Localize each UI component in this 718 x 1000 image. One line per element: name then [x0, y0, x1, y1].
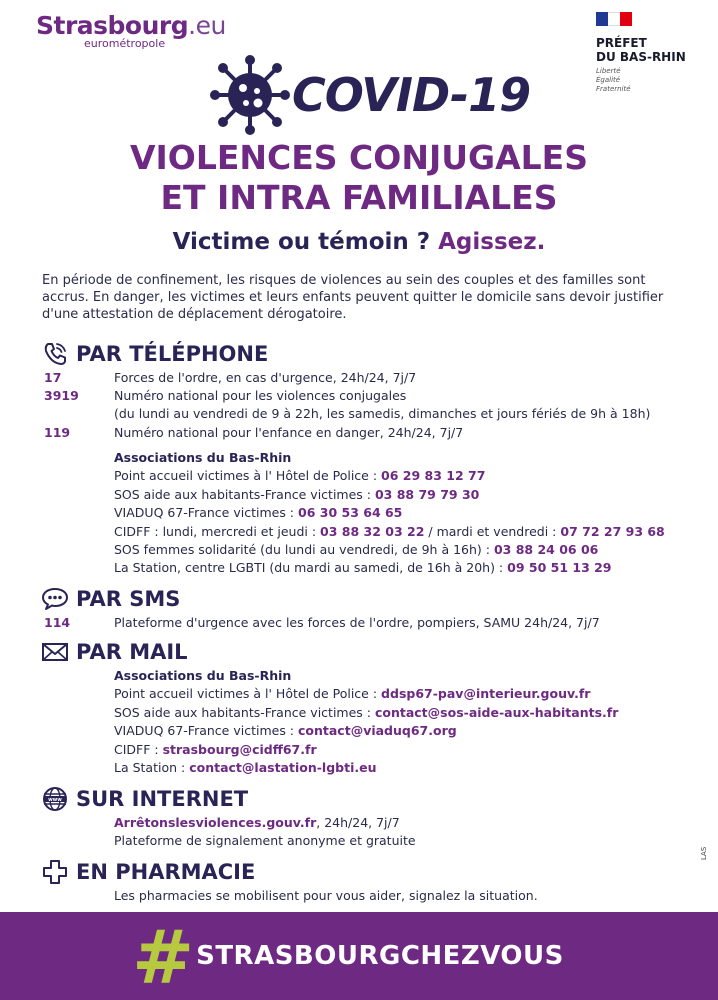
phone-icon — [40, 341, 70, 367]
assoc-phone: 03 88 79 79 30 — [374, 487, 480, 502]
assoc-phone: 03 88 32 03 22 — [320, 524, 425, 539]
logo-sub: eurométropole — [84, 37, 166, 50]
phone-assoc-item — [114, 541, 598, 559]
assoc-phone: 06 30 53 64 65 — [298, 505, 403, 520]
phone-assoc-item — [114, 523, 665, 541]
assoc-label: SOS femmes solidarité (du lundi au vendredi, de 9h à 16h) : — [114, 542, 490, 557]
hashtag-label: STRASBOURGCHEZVOUS — [196, 941, 564, 971]
prefecture-logo — [596, 12, 686, 94]
assoc-label: SOS aide aux habitants-France victimes : — [114, 487, 371, 502]
assoc-phone-2: 07 72 27 93 68 — [560, 524, 665, 539]
mail-item — [114, 685, 590, 703]
mail-label: La Station : — [114, 760, 186, 775]
assoc-label-2: / mardi et vendredi : — [428, 524, 557, 539]
internet-link-suffix: , 24h/24, 7j/7 — [316, 815, 400, 830]
title-line-1: VIOLENCES CONJUGALES — [129, 138, 588, 177]
tagline — [0, 229, 718, 255]
assoc-label: La Station, centre LGBTI (du mardi au samedi, de 16h à 20h) : — [114, 560, 504, 575]
internet-link-line — [114, 814, 400, 832]
section-internet — [40, 786, 248, 812]
footer-banner — [0, 912, 718, 1000]
french-flag-icon — [596, 12, 632, 26]
phone-desc: Forces de l'ordre, en cas d'urgence, 24h/24, 7j/7 — [114, 370, 417, 385]
mail-address[interactable]: strasbourg@cidff67.fr — [162, 742, 317, 757]
mail-item — [114, 704, 618, 722]
mail-label: Point accueil victimes à l' Hôtel de Police : — [114, 686, 378, 701]
logo-suffix: .eu — [188, 11, 226, 40]
logo-brand: Strasbourg — [36, 11, 189, 40]
section-internet-title: SUR INTERNET — [76, 787, 249, 811]
credit-text: LAS — [700, 846, 708, 860]
mail-address[interactable]: contact@lastation-lgbti.eu — [189, 760, 377, 775]
virus-icon — [210, 55, 290, 135]
sms-number: 114 — [44, 615, 71, 630]
covid-heading — [210, 55, 530, 135]
phone-assoc-item — [114, 467, 485, 485]
sms-row — [44, 614, 600, 632]
section-sms-title: PAR SMS — [76, 587, 181, 611]
mail-item — [114, 759, 376, 777]
globe-www-icon — [40, 786, 70, 812]
phone-assoc-item — [114, 559, 612, 577]
mail-address[interactable]: contact@sos-aide-aux-habitants.fr — [374, 705, 619, 720]
mail-address[interactable]: ddsp67-pav@interieur.gouv.fr — [381, 686, 591, 701]
phone-row — [44, 387, 406, 405]
internet-link[interactable]: Arrêtonslesviolences.gouv.fr — [114, 815, 317, 830]
svg-text:www: www — [48, 797, 62, 803]
mail-address[interactable]: contact@viaduq67.org — [298, 723, 457, 738]
prefecture-title-2: DU BAS-RHIN — [596, 50, 686, 64]
intro-text: En période de confinement, les risques de violences au sein des couples et des familles sont accrus. En danger, les victimes et leurs enfants peuvent quitter le domicile sans devoir justifier d'une attestation de déplacement dérogatoire. — [42, 273, 664, 322]
section-mail — [40, 639, 188, 665]
pharmacy-desc: Les pharmacies se mobilisent pour vous aider, signalez la situation. — [114, 888, 538, 903]
strasbourg-logo — [36, 12, 226, 50]
assoc-phone: 06 29 83 12 77 — [381, 468, 486, 483]
mail-item — [114, 741, 317, 759]
tagline-part1: Victime ou témoin ? — [172, 229, 431, 255]
phone-assoc-item — [114, 504, 402, 522]
phone-desc: (du lundi au vendredi de 9 à 22h, les samedis, dimanches et jours fériés de 9h à 18h) — [114, 406, 651, 421]
motto-liberte: Liberté — [596, 67, 621, 75]
mail-label: CIDFF : — [114, 742, 159, 757]
phone-row — [44, 405, 650, 423]
section-mail-title: PAR MAIL — [76, 640, 188, 664]
internet-desc: Plateforme de signalement anonyme et gratuite — [114, 833, 416, 848]
motto-fraternite: Fraternité — [596, 85, 631, 93]
phone-row — [44, 369, 416, 387]
phone-assoc-title: Associations du Bas-Rhin — [114, 450, 292, 465]
section-pharmacy — [40, 859, 255, 885]
assoc-label: Point accueil victimes à l' Hôtel de Police : — [114, 468, 378, 483]
phone-desc: Numéro national pour l'enfance en danger, 24h/24, 7j/7 — [114, 425, 464, 440]
assoc-phone: 03 88 24 06 06 — [493, 542, 599, 557]
pharmacy-cross-icon — [40, 859, 70, 885]
main-title — [0, 138, 718, 218]
mail-assoc-title: Associations du Bas-Rhin — [114, 668, 292, 683]
mail-label: VIADUQ 67-France victimes : — [114, 723, 295, 738]
title-line-2: ET INTRA FAMILIALES — [160, 178, 558, 217]
assoc-label: VIADUQ 67-France victimes : — [114, 505, 295, 520]
sms-desc: Plateforme d'urgence avec les forces de l'ordre, pompiers, SAMU 24h/24, 7j/7 — [114, 615, 600, 630]
hash-symbol: # — [132, 915, 195, 1000]
phone-desc: Numéro national pour les violences conjugales — [114, 388, 407, 403]
covid-title: COVID-19 — [292, 68, 531, 122]
prefecture-title-1: PRÉFET — [596, 36, 647, 50]
speech-bubble-icon — [40, 586, 70, 612]
phone-assoc-item — [114, 486, 479, 504]
section-phone-title: PAR TÉLÉPHONE — [76, 342, 269, 366]
phone-row — [44, 424, 463, 442]
envelope-icon — [40, 639, 70, 665]
assoc-label: CIDFF : lundi, mercredi et jeudi : — [114, 524, 317, 539]
phone-number: 3919 — [44, 388, 79, 403]
motto-egalite: Égalité — [596, 76, 621, 84]
mail-item — [114, 722, 457, 740]
section-phone — [40, 341, 268, 367]
section-pharmacy-title: EN PHARMACIE — [76, 860, 256, 884]
phone-number: 17 — [44, 370, 62, 385]
phone-number: 119 — [44, 425, 71, 440]
tagline-part2: Agissez. — [438, 229, 546, 255]
assoc-phone: 09 50 51 13 29 — [507, 560, 612, 575]
hashtag-text — [132, 915, 564, 1000]
section-sms — [40, 586, 180, 612]
prefecture-motto — [596, 67, 686, 94]
mail-label: SOS aide aux habitants-France victimes : — [114, 705, 371, 720]
